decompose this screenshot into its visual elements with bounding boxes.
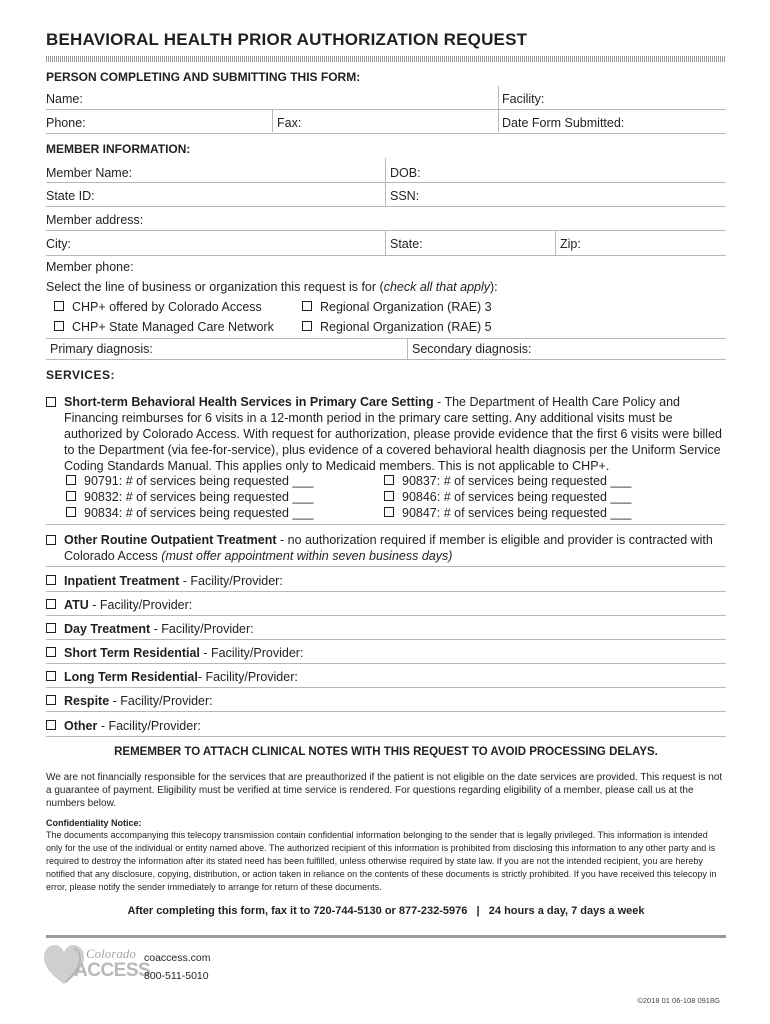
state-id-label: State ID:: [46, 189, 95, 203]
atu-option[interactable]: ATU - Facility/Provider:: [46, 598, 192, 612]
ssn-field[interactable]: [390, 183, 726, 205]
long-term-residential-option[interactable]: Long Term Residential- Facility/Provider:: [46, 670, 298, 684]
fax-field[interactable]: [277, 110, 497, 132]
checkbox[interactable]: [66, 475, 76, 485]
phone-field[interactable]: [46, 110, 274, 132]
divider: [46, 687, 726, 688]
divider: [46, 736, 726, 737]
checkbox[interactable]: [46, 599, 56, 609]
divider: [555, 231, 556, 255]
state-field[interactable]: [390, 231, 554, 253]
checkbox[interactable]: [46, 671, 56, 681]
facility-field[interactable]: [502, 86, 726, 108]
divider: [272, 110, 273, 132]
checkbox[interactable]: [384, 507, 394, 517]
member-section-heading: MEMBER INFORMATION:: [46, 142, 191, 156]
divider: [46, 359, 726, 360]
checkbox[interactable]: [302, 321, 312, 331]
dob-label: DOB:: [390, 166, 421, 180]
state-id-field[interactable]: [46, 183, 384, 205]
confidentiality-heading: Confidentiality Notice:: [46, 818, 142, 828]
zip-label: Zip:: [560, 237, 581, 251]
divider: [46, 663, 726, 664]
day-treatment-option[interactable]: Day Treatment - Facility/Provider:: [46, 622, 254, 636]
code-90846[interactable]: 90846: # of services being requested ___: [384, 490, 631, 504]
member-phone-label: Member phone:: [46, 260, 134, 274]
reminder-notice: REMEMBER TO ATTACH CLINICAL NOTES WITH THIS REQUEST TO AVOID PROCESSING DELAYS.: [114, 746, 658, 758]
checkbox[interactable]: [46, 647, 56, 657]
member-phone-field[interactable]: [46, 256, 726, 276]
code-90791[interactable]: 90791: # of services being requested ___: [66, 474, 313, 488]
confidentiality-text: The documents accompanying this telecopy transmission contain confidential information belonging to the sender that is legally privileged. This information is intended only for the use of the individual or entity named above. The authorized recipient of this information is prohibited from disclosing this information to any other party and is required to destroy the information after its stated need has been fulfilled, unless otherwise required by state law. If you are not the intended recipient, you are hereby notified that any disclosure, copying, distribution, or action taken in reliance on the contents of these documents is strictly prohibited. If you have received this telecopy in error, please notify the sender immediately to arrange for return of these documents.: [46, 830, 717, 892]
date-submitted-field[interactable]: [502, 110, 726, 132]
checkbox[interactable]: [302, 301, 312, 311]
disclaimer-text: We are not financially responsible for the services that are preauthorized if the patient is not eligible on the date services are provided. This request is not a guarantee of payment. Eligibility must be verified at time service is rendered. For questions regarding eligibility of a member, please call us at the numbers below.: [46, 772, 723, 809]
checkbox[interactable]: [66, 507, 76, 517]
checkbox[interactable]: [46, 695, 56, 705]
member-name-field[interactable]: [46, 160, 384, 182]
lob-prompt: Select the line of business or organization this request is for (check all that apply):: [46, 280, 498, 294]
lob-option-rae-5[interactable]: Regional Organization (RAE) 5: [302, 320, 492, 334]
divider: [46, 133, 726, 134]
divider: [46, 615, 726, 616]
phone-number: 800-511-5010: [144, 970, 209, 982]
services-section-heading: SERVICES:: [46, 368, 115, 382]
website[interactable]: coaccess.com: [144, 952, 211, 964]
code-90834[interactable]: 90834: # of services being requested ___: [66, 506, 313, 520]
divider: [498, 86, 499, 132]
checkbox[interactable]: [66, 491, 76, 501]
fax-instructions: After completing this form, fax it to 720-744-5130 or 877-232-5976 | 24 hours a day, 7 days a week: [127, 905, 645, 917]
member-address-field[interactable]: [46, 207, 726, 229]
state-label: State:: [390, 237, 423, 251]
divider: [46, 711, 726, 712]
checkbox[interactable]: [54, 301, 64, 311]
secondary-diagnosis-field[interactable]: [410, 339, 726, 359]
code-90837[interactable]: 90837: # of services being requested ___: [384, 474, 631, 488]
facility-label: Facility:: [502, 92, 545, 106]
city-label: City:: [46, 237, 71, 251]
colorado-access-logo: Colorado ACCESS: [44, 944, 134, 988]
divider: [385, 231, 386, 255]
short-term-service: Short-term Behavioral Health Services in Primary Care Setting - The Department of Health Care Policy and Financing reimburses for 6 visits in a 12-month period in the primary care setting. Any additional visits must be authorized by Colorado Access. With request for authorization, please provide evidence that the first 6 visits were billed to the Department (via fee-for-service), plus evidence of a covered behavioral health diagnosis per the Uniform Service Coding Standards Manual. This applies only to Medicaid members. This is not applicable to CHP+.: [46, 394, 726, 474]
short-term-residential-option[interactable]: Short Term Residential - Facility/Provider:: [46, 646, 303, 660]
checkbox[interactable]: [46, 575, 56, 585]
divider: [407, 339, 408, 359]
inpatient-treatment-option[interactable]: Inpatient Treatment - Facility/Provider:: [46, 574, 283, 588]
page-title: BEHAVIORAL HEALTH PRIOR AUTHORIZATION REQUEST: [46, 30, 528, 49]
name-label: Name:: [46, 92, 83, 106]
checkbox[interactable]: [384, 475, 394, 485]
checkbox[interactable]: [384, 491, 394, 501]
checkbox[interactable]: [46, 397, 56, 407]
checkbox[interactable]: [46, 720, 56, 730]
divider: [46, 591, 726, 592]
dob-field[interactable]: [390, 160, 726, 182]
other-routine-service: Other Routine Outpatient Treatment - no authorization required if member is eligible and provider is contracted with Colorado Access (must offer appointment within seven business days): [46, 532, 726, 564]
lob-option-rae-3[interactable]: Regional Organization (RAE) 3: [302, 300, 492, 314]
phone-label: Phone:: [46, 116, 86, 130]
secondary-diagnosis-label: Secondary diagnosis:: [412, 342, 532, 356]
primary-diagnosis-label: Primary diagnosis:: [50, 342, 153, 356]
copyright: ©2018 01 06-108 0918G: [637, 996, 720, 1005]
person-section-heading: PERSON COMPLETING AND SUBMITTING THIS FORM:: [46, 70, 361, 84]
other-option[interactable]: Other - Facility/Provider:: [46, 719, 201, 733]
ssn-label: SSN:: [390, 189, 420, 203]
code-90847[interactable]: 90847: # of services being requested ___: [384, 506, 631, 520]
footer-divider: [46, 935, 726, 938]
divider: [46, 524, 726, 525]
checkbox[interactable]: [46, 623, 56, 633]
city-field[interactable]: [46, 231, 384, 253]
code-90832[interactable]: 90832: # of services being requested ___: [66, 490, 313, 504]
lob-option-chp-state-network[interactable]: CHP+ State Managed Care Network: [54, 320, 274, 334]
primary-diagnosis-field[interactable]: [46, 339, 406, 359]
name-field[interactable]: [46, 86, 501, 108]
checkbox[interactable]: [46, 535, 56, 545]
member-address-label: Member address:: [46, 213, 144, 227]
checkbox[interactable]: [54, 321, 64, 331]
divider: [46, 566, 726, 567]
respite-option[interactable]: Respite - Facility/Provider:: [46, 694, 213, 708]
date-submitted-label: Date Form Submitted:: [502, 116, 625, 130]
title-divider: [46, 56, 726, 62]
fax-label: Fax:: [277, 116, 302, 130]
lob-option-chp-colorado-access[interactable]: CHP+ offered by Colorado Access: [54, 300, 262, 314]
divider: [46, 639, 726, 640]
zip-field[interactable]: [560, 231, 726, 253]
member-name-label: Member Name:: [46, 166, 133, 180]
